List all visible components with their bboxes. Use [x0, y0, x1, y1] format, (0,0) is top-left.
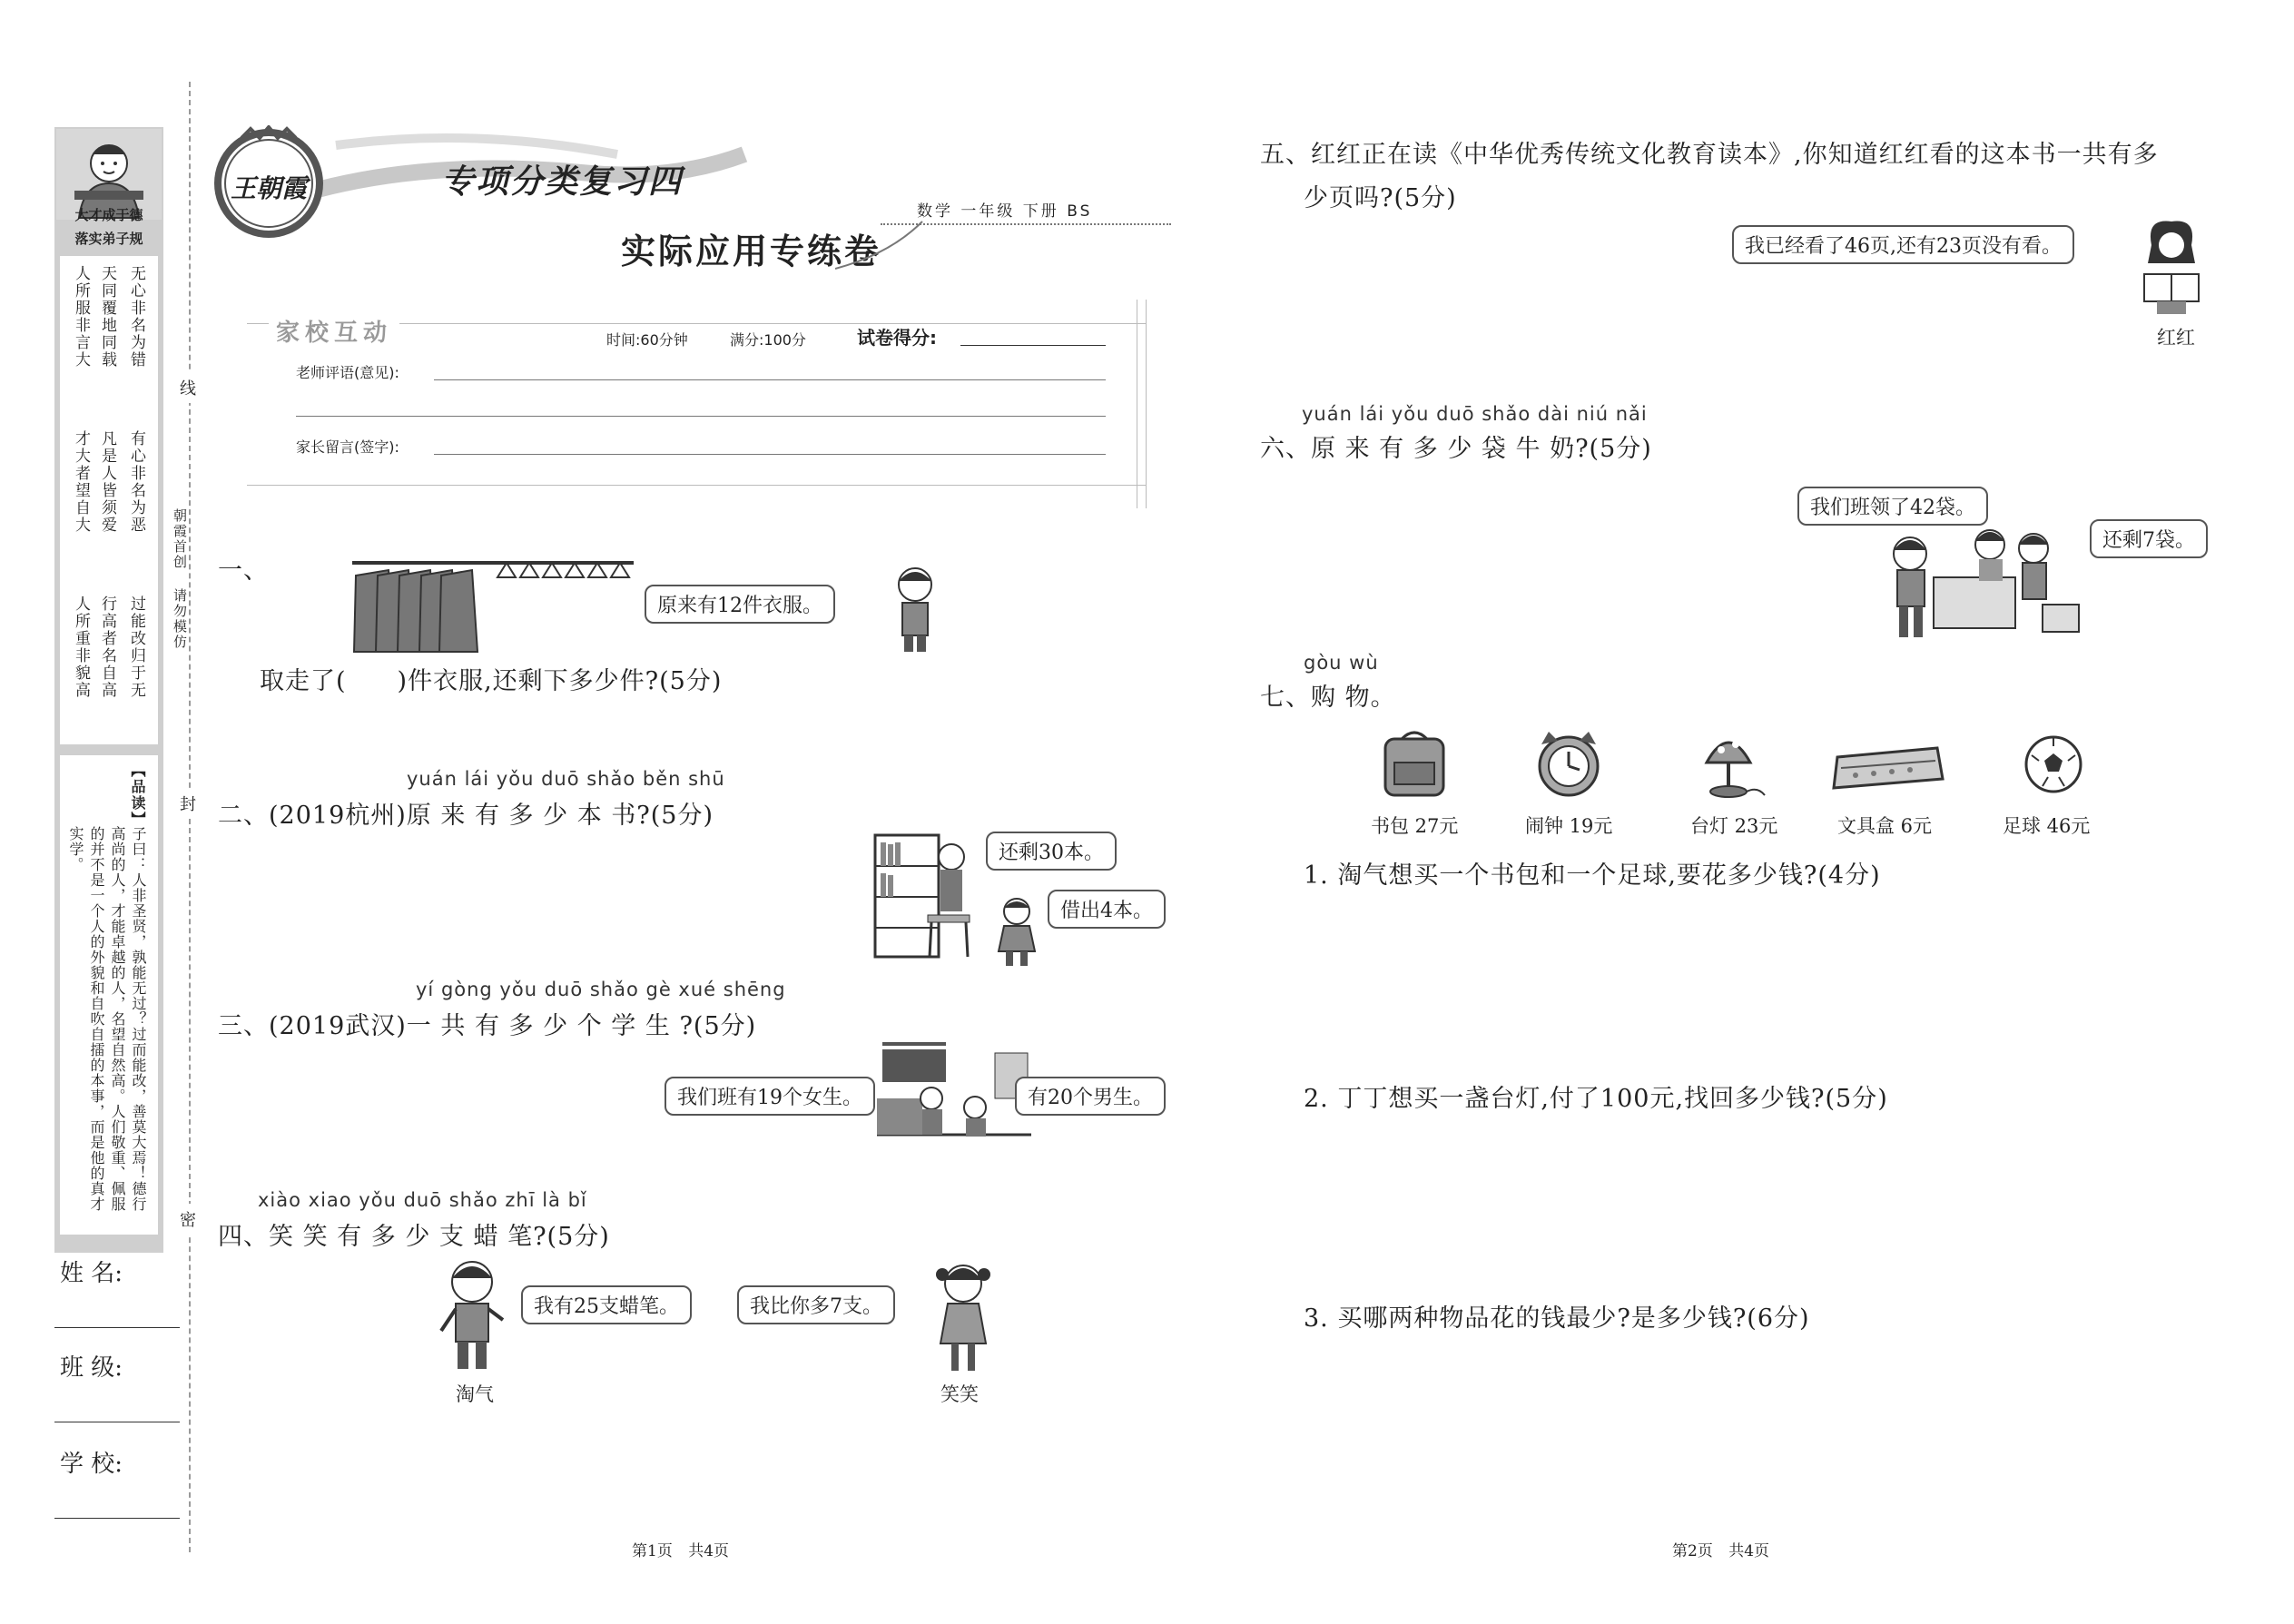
margin-notice: 朝霞首创 请勿模仿 — [172, 508, 188, 650]
frame-vline — [1146, 300, 1147, 508]
alarm-clock-icon — [1532, 726, 1605, 799]
page1-footer: 第1页 共4页 — [632, 1542, 730, 1560]
q2-speech-bubble-2: 借出4本。 — [1048, 890, 1166, 929]
classroom-scene-icon — [877, 1035, 1031, 1151]
q7-pinyin: gòu wù — [1304, 652, 1379, 674]
sidebar-slogan-2: 落实弟子规 — [74, 231, 143, 247]
children-milk-box-icon — [1883, 523, 2082, 641]
series-title: 专项分类复习四 — [441, 162, 684, 201]
dizigui-column: 天同覆地同载 — [98, 265, 116, 369]
page2-footer: 第2页 共4页 — [1672, 1542, 1770, 1560]
q3-text: 三、(2019武汉)一 共 有 多 少 个 学 生 ?(5分) — [218, 1012, 757, 1040]
q4-pinyin: xiào xiao yǒu duō shǎo zhī là bǐ — [258, 1189, 587, 1211]
q5-text-line2: 少页吗?(5分) — [1304, 184, 1457, 212]
dizigui-column: 凡是人皆须爱 — [98, 430, 116, 534]
soccer-ball-icon — [2023, 733, 2084, 795]
q4-speech-bubble-2: 我比你多7支。 — [737, 1285, 895, 1324]
margin-mark-feng: 封 — [178, 788, 198, 819]
parent-note-line[interactable] — [434, 454, 1106, 455]
parent-note-label: 家长留言(签字): — [296, 438, 399, 456]
subject-line: 数学 一年级 下册 BS — [917, 202, 1093, 221]
q4-text: 四、笑 笑 有 多 少 支 蜡 笔?(5分) — [218, 1223, 610, 1251]
school-field-label: 学 校: — [60, 1451, 123, 1478]
q5-text-line1: 五、红红正在读《中华优秀传统文化教育读本》,你知道红红看的这本书一共有多 — [1260, 141, 2159, 169]
bookshelf-icon — [873, 833, 973, 960]
school-field-line[interactable] — [54, 1518, 180, 1519]
q3-speech-bubble-2: 有20个男生。 — [1015, 1077, 1166, 1116]
item-label-alarm-clock: 闹钟 19元 — [1525, 815, 1613, 837]
girl-xiaoxiao-icon — [931, 1260, 995, 1374]
item-label-soccer-ball: 足球 46元 — [2003, 815, 2091, 837]
class-field-label: 班 级: — [60, 1354, 123, 1382]
dizigui-column: 才大者望自大 — [72, 430, 90, 534]
exam-full-score: 满分:100分 — [730, 331, 806, 349]
q4-name-xiaoxiao: 笑笑 — [940, 1383, 979, 1405]
item-label-pencil-box: 文具盒 6元 — [1837, 815, 1933, 837]
dizigui-column: 行高者名自高 — [98, 595, 116, 699]
q2-speech-bubble-1: 还剩30本。 — [986, 832, 1117, 871]
clothes-rack-icon — [352, 557, 634, 657]
pencil-box-icon — [1828, 743, 1946, 793]
boy-taoqi-icon — [436, 1256, 508, 1374]
q6-speech-bubble-2: 还剩7袋。 — [2090, 519, 2208, 558]
girl-reading-icon — [2135, 218, 2208, 318]
desk-lamp-icon — [1694, 723, 1770, 801]
boy-icon — [888, 563, 942, 654]
item-label-desk-lamp: 台灯 23元 — [1690, 815, 1778, 837]
q6-speech-bubble-1: 我们班领了42袋。 — [1797, 487, 1988, 526]
exam-title: 实际应用专练卷 — [621, 231, 882, 271]
q3-speech-bubble-1: 我们班有19个女生。 — [665, 1077, 875, 1116]
q6-pinyin: yuán lái yǒu duō shǎo dài niú nǎi — [1302, 403, 1648, 425]
dizigui-column: 无心非名为错 — [127, 265, 145, 369]
q4-name-taoqi: 淘气 — [456, 1383, 494, 1405]
q1-speech-bubble: 原来有12件衣服。 — [645, 585, 835, 624]
q4-speech-bubble-1: 我有25支蜡笔。 — [521, 1285, 692, 1324]
reading-label: 【品读】 — [129, 763, 146, 828]
score-blank[interactable] — [960, 345, 1106, 346]
q7-sub-1: 1. 淘气想买一个书包和一个足球,要花多少钱?(4分) — [1304, 861, 1881, 890]
teacher-comment-line[interactable] — [434, 379, 1106, 380]
q5-speech-bubble: 我已经看了46页,还有23页没有看。 — [1732, 225, 2074, 264]
q7-text: 七、购 物。 — [1260, 684, 1396, 712]
title-swoosh — [835, 218, 926, 272]
dizigui-column: 有心非名为恶 — [127, 430, 145, 534]
exam-time: 时间:60分钟 — [606, 331, 688, 349]
q6-text: 六、原 来 有 多 少 袋 牛 奶?(5分) — [1260, 435, 1652, 463]
score-label: 试卷得分: — [857, 327, 937, 349]
reading-text: 子曰：人非圣贤，孰能无过？过而能改，善莫大焉！德行高尚的人，才能卓越的人，名望自然高。人们敬重、佩服的并不是一个人的外貌和自吹自擂的本事，而是他的真才实学。 — [67, 826, 147, 1212]
teacher-comment-label: 老师评语(意见): — [296, 364, 399, 381]
frame-line — [247, 485, 1146, 486]
q1-text: 取走了( )件衣服,还剩下多少件?(5分) — [260, 667, 723, 695]
dizigui-column: 人所服非言大 — [72, 265, 90, 369]
schoolbag-icon — [1380, 726, 1449, 799]
comment-line[interactable] — [296, 416, 1106, 417]
dizigui-column: 人所重非貌高 — [72, 595, 90, 699]
margin-mark-xian: 线 — [178, 372, 198, 403]
q3-pinyin: yí gòng yǒu duō shǎo gè xué shēng — [416, 979, 786, 1000]
margin-mark-mi: 密 — [178, 1204, 198, 1235]
sidebar-slogan-1: 大才成于德 — [74, 207, 143, 223]
q2-text: 二、(2019杭州)原 来 有 多 少 本 书?(5分) — [218, 802, 714, 830]
q1-number: 一、 — [218, 556, 269, 585]
interaction-label: 家校互动 — [269, 314, 399, 348]
name-field-line[interactable] — [54, 1327, 180, 1328]
q7-sub-2: 2. 丁丁想买一盏台灯,付了100元,找回多少钱?(5分) — [1304, 1085, 1888, 1113]
item-label-schoolbag: 书包 27元 — [1371, 815, 1459, 837]
brand-name: 王朝霞 — [230, 173, 307, 203]
q7-sub-3: 3. 买哪两种物品花的钱最少?是多少钱?(6分) — [1304, 1304, 1810, 1333]
q5-name-honghong: 红红 — [2157, 327, 2195, 349]
name-field-label: 姓 名: — [60, 1260, 123, 1287]
girl-icon — [993, 895, 1040, 968]
q2-pinyin: yuán lái yǒu duō shǎo běn shū — [407, 768, 725, 790]
dizigui-column: 过能改归于无 — [127, 595, 145, 699]
